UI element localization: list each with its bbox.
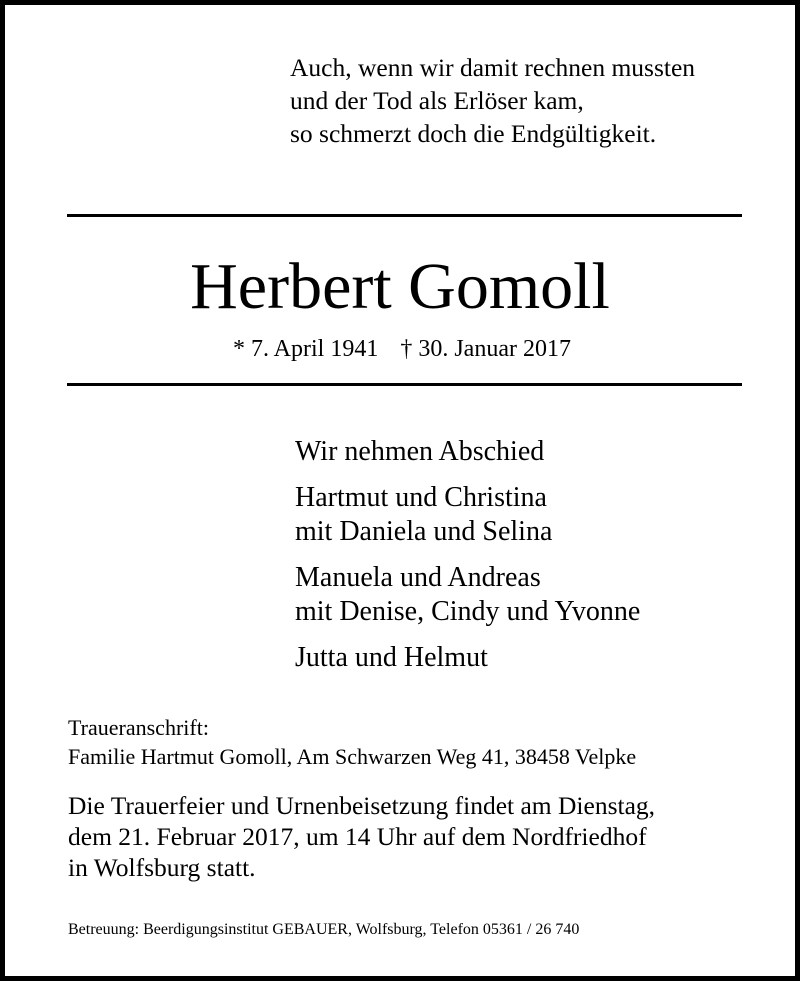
mourner-group xyxy=(295,481,640,549)
motto-line: so schmerzt doch die Endgültigkeit. xyxy=(290,119,657,148)
motto-line: und der Tod als Erlöser kam, xyxy=(290,86,584,115)
mourning-address xyxy=(68,713,636,771)
life-dates xyxy=(233,334,571,364)
bottom-divider xyxy=(67,383,742,386)
mourner-group xyxy=(295,561,640,629)
ceremony-line: dem 21. Februar 2017, um 14 Uhr auf dem Nordfriedhof xyxy=(68,822,647,851)
birth-date: * 7. April 1941 xyxy=(233,336,379,362)
mourner-line: Manuela und Andreas xyxy=(295,562,541,593)
ceremony-info xyxy=(68,790,655,883)
mourners-intro-text: Wir nehmen Abschied xyxy=(295,436,545,467)
ceremony-line: in Wolfsburg statt. xyxy=(68,853,256,882)
mourner-line: mit Denise, Cindy und Yvonne xyxy=(295,596,641,627)
top-divider xyxy=(67,214,742,217)
mourner-line: mit Daniela und Selina xyxy=(295,516,553,547)
mourner-line: Hartmut und Christina xyxy=(295,482,547,513)
funeral-home-credit: Betreuung: Beerdigungsinstitut GEBAUER, Wolfsburg, Telefon 05361 / 26 740 xyxy=(68,921,580,938)
ceremony-line: Die Trauerfeier und Urnenbeisetzung findet am Dienstag, xyxy=(68,791,656,820)
mourner-line: Jutta und Helmut xyxy=(295,642,488,673)
address-label: Traueranschrift: xyxy=(68,715,209,740)
mourner-group xyxy=(295,641,640,675)
motto-verse xyxy=(290,51,695,150)
address-text: Familie Hartmut Gomoll, Am Schwarzen Weg 41, 38458 Velpke xyxy=(68,744,637,769)
mourners-block xyxy=(295,435,640,687)
motto-line: Auch, wenn wir damit rechnen mussten xyxy=(290,53,696,82)
deceased-name: Herbert Gomoll xyxy=(190,250,610,323)
death-date: † 30. Januar 2017 xyxy=(400,336,571,362)
mourners-intro xyxy=(295,435,640,469)
